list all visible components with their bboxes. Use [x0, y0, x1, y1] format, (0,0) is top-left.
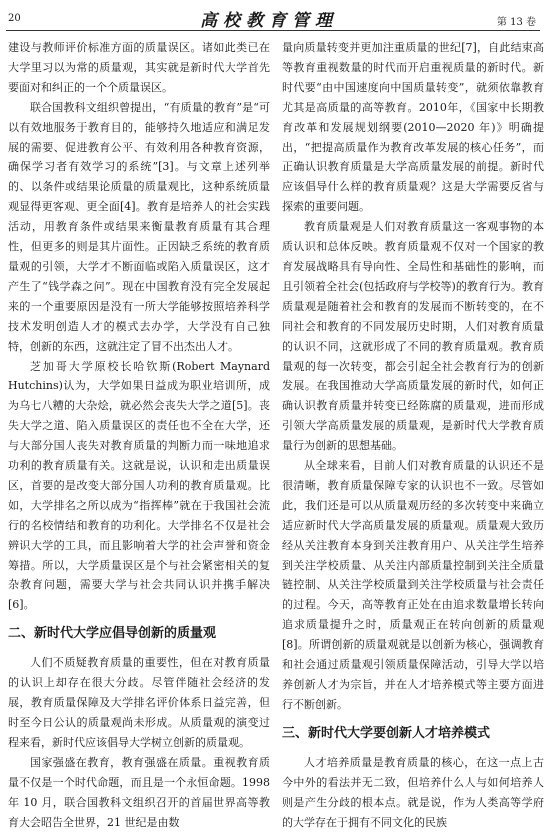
paragraph: 量向质量转变并更加注重质量的世纪[7]，自此结束高等教育重视数量的时代而开启重视质量的新时代。新时代要“由中国速度向中国质量转变”，就须依靠教育尤其是高质量的高等教育。2010年，《国家中长期教育改革和发展规划纲要(2010—2020 年)》明确提出，“把提高质量作为教育改革发展的核心任务”，而正确认识教育质量是大学高质量发展的前提。新时代应该倡导什么样的教育质量观？这是大学需要反省与探索的重要问题。	[282, 41, 544, 214]
paragraph: 建设与教师评价标准方面的质量误区。诸如此类已在大学里习以为常的质量观，其实就是新时代大学首先要面对和纠正的一个个质量误区。	[8, 41, 270, 94]
paragraph: 从全球来看，目前人们对教育质量的认识还不是很清晰，教育质量保障专家的认识也不一致。尽管如此，我们还是可以从质量观历经的多次转变中来确立适应新时代大学高质量发展的质量观。质量观大致历经从关注教育本身到关注教育用户、从关注学生培养到关注学校质量、从关注内部质量控制到关注全质量链控制、从关注学校质量到关注学校质量与社会责任的过程。今天，高等教育正处在由追求数量增长转向追求质量提升之时，质量观正在转向创新的质量观[8]。所谓创新的质量观就是以创新为核心，强调教育和社会通过质量观引领质量保障活动，引导大学以培养创新人才为宗旨，并在人才培养模式等主要方面进行不断创新。	[282, 459, 544, 711]
paragraph: 国家强盛在教育，教育强盛在质量。重视教育质量不仅是一个时代命题，而且是一个永恒命题。1998 年 10 月，联合国教科文组织召开的首届世界高等教育大会昭告全世界，21 世纪是由数	[8, 755, 270, 829]
paragraph: 教育质量观是人们对教育质量这一客观事物的本质认识和总体反映。教育质量观不仅对一个国家的教育发展战略具有导向性、全局性和基础性的影响，而且引领着全社会(包括政府与学校等)的教育行为。教育质量观是随着社会和教育的发展而不断转变的，在不同社会和教育的不同发展历史时期，人们对教育质量的认识不同，这就形成了不同的教育质量观。教育质量观的每一次转变，都会引起全社会教育行为的创新发展。在我国推动大学高质量发展的新时代，如何正确认识教育质量并转变已经陈腐的质量观，进而形成引领大学高质量发展的质量观，是新时代大学教育质量行为创新的思想基础。	[282, 220, 544, 453]
header-divider	[6, 30, 540, 31]
journal-title: 高校教育管理	[200, 11, 338, 31]
page-number: 20	[8, 13, 21, 24]
left-column	[8, 38, 270, 834]
paragraph: 人们不质疑教育质量的重要性，但在对教育质量的认识上却存在很大分歧。尽管伴随社会经济的发展，教育质量保障及大学排名评价体系日益完善，但时至今日公认的质量观尚未形成。从质量观的演变过程来看，新时代应该倡导大学树立创新的质量观。	[8, 656, 270, 749]
page-header	[0, 0, 546, 30]
paragraph: 人才培养质量是教育质量的核心，在这一点上古今中外的看法并无二致，但培养什么人与如何培养人则是产生分歧的根本点。就是说，作为人类高等学府的大学存在于拥有不同文化的民族	[282, 755, 544, 829]
section-heading: 二、新时代大学应倡导创新的质量观	[8, 626, 217, 642]
paragraph: 芝加哥大学原校长哈钦斯(Robert Maynard Hutchins)认为，大学如果日益成为职业培训所，成为乌七八糟的大杂烩，就必然会丧失大学之道[5]。丧失大学之道、陷入质量误区的责任也不全在大学，还与大部分国人丧失对教育质量的判断力而一味地追求功利的教育质量有关。这就是说，认识和走出质量误区，首要的是改变大部分国人功利的教育质量观。比如，大学排名之所以成为“指挥棒”就在于我国社会流行的名校情结和教育的功利化。大学排名不仅是社会辨识大学的工具，而且影响着大学的社会声誉和资金筹措。所以，大学质量误区是个与社会紧密相关的复杂教育问题，需要大学与社会共同认识并携手解决[6]。	[8, 359, 270, 612]
paragraph: 联合国教科文组织曾提出，“有质量的教育”是“可以有效地服务于教育目的，能够持久地适应和满足发展的需要、促进教育公平、有效利用各种教育资源，确保学习者有效学习的系统”[3]。与文章上述列举的、以条件或结果论质量的质量观比，这种系统质量观显得更客观、更全面[4]。教育是培养人的社会实践活动，用教育条件或结果来衡量教育质量有其合理性，但更多的则是其片面性。正因缺乏系统的教育质量观的引领，大学才不断面临或陷入质量误区，这才产生了“钱学森之问”。现在中国教育没有完全发展起来的一个重要原因是没有一所大学能够按照培养科学技术发明创造人才的模式去办学，大学没有自己独特，创新的东西，这就注定了冒不出杰出人才。	[8, 100, 270, 353]
issue-label: 第 13 卷	[496, 17, 536, 28]
right-column	[282, 38, 544, 834]
section-heading: 三、新时代大学要创新人才培养模式	[282, 725, 491, 741]
